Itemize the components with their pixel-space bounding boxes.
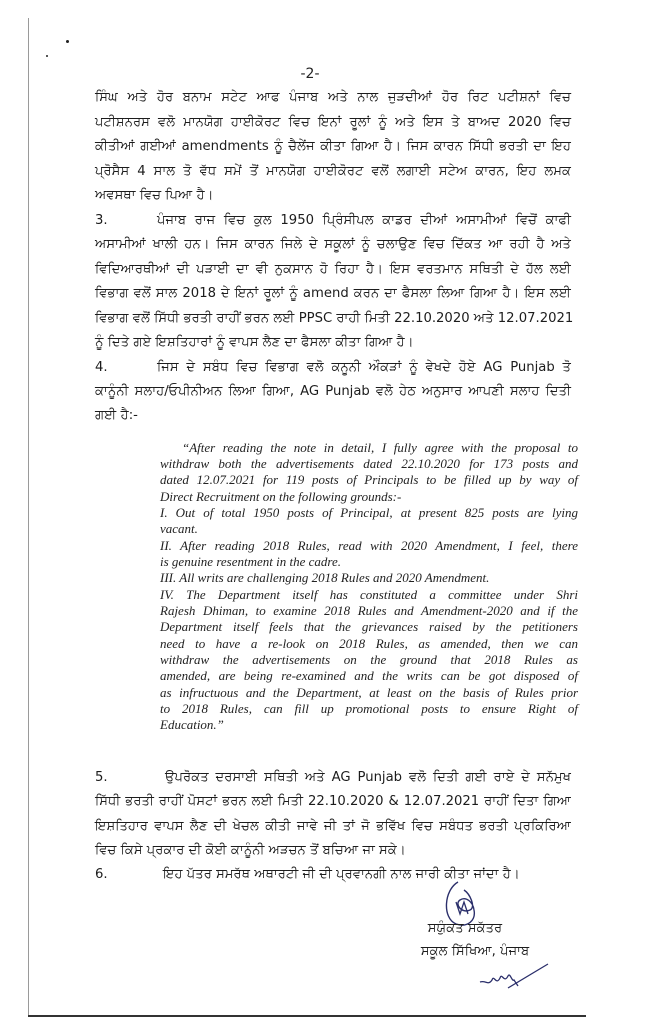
body-line: ਸਿੰਘ ਅਤੇ ਹੋਰ ਬਨਾਮ ਸਟੇਟ ਆਫ ਪੰਜਾਬ ਅਤੇ ਨਾਲ ਜੁੜਦੀਆਂ ਹੋਰ ਰਿਟ ਪਟੀਸ਼ਨਾਂ ਵਿਚ — [95, 90, 571, 105]
quote-line: vacant. — [160, 521, 198, 536]
quote-line: II. After reading 2018 Rules, read with 2020 Amendment, I feel, there — [160, 538, 578, 553]
speck — [46, 55, 48, 57]
body-line: ਅਵਸਥਾ ਵਿਚ ਪਿਆ ਹੈ। — [95, 188, 214, 203]
body-line: ਗਈ ਹੈ:- — [95, 408, 138, 423]
quote-line: withdraw both the advertisements dated 22.10.2020 for 173 posts and — [160, 456, 578, 471]
body-line: ਵਿਚ ਕਿਸੇ ਪ੍ਰਕਾਰ ਦੀ ਕੋਈ ਕਾਨੂੰਨੀ ਅੜਚਨ ਤੋਂ ਬਚਿਆ ਜਾ ਸਕੇ। — [95, 843, 406, 858]
body-line: ਵਿਭਾਗ ਵਲੋਂ ਸਿੱਧੀ ਭਰਤੀ ਰਾਹੀਂ ਭਰਨ ਲਈ PPSC ਰਾਹੀ ਮਿਤੀ 22.10.2020 ਅਤੇ 12.07.2021 — [95, 311, 574, 326]
para4-first-line — [95, 359, 571, 377]
body-line: ਅਸਾਮੀਆਂ ਖਾਲੀ ਹਨ। ਜਿਸ ਕਾਰਨ ਜਿਲੇ ਦੇ ਸਕੂਲਾਂ ਨੂੰ ਚਲਾਉਣ ਵਿਚ ਦਿੱਕਤ ਆ ਰਹੀ ਹੈ ਅਤੇ — [95, 237, 571, 252]
quote-line: to 2018 Rules, can fill up promotional posts to ensure Right of — [160, 701, 578, 716]
page-number: -2- — [300, 66, 320, 82]
initials-mark — [478, 960, 550, 992]
quote-line: is genuine resentment in the cadre. — [160, 554, 341, 569]
page-border-left — [28, 18, 29, 1016]
para5-first-line — [95, 769, 571, 787]
speck — [66, 40, 69, 43]
body-line: ਕੀਤੀਆਂ ਗਈਆਂ amendments ਨੂੰ ਚੈਲੇਂਜ ਕੀਤਾ ਗਿਆ ਹੈ। ਜਿਸ ਕਾਰਨ ਸਿੱਧੀ ਭਰਤੀ ਦਾ ਇਹ — [95, 139, 571, 154]
signatory-department: ਸਕੂਲ ਸਿੱਖਿਆ, ਪੰਜਾਬ — [420, 944, 530, 959]
quote-line: Rajesh Dhiman, to examine 2018 Rules and Amendment-2020 and if the — [160, 603, 578, 618]
body-text: ਇਹ ਪੱਤਰ ਸਮਰੱਥ ਅਥਾਰਟੀ ਜੀ ਦੀ ਪ੍ਰਵਾਨਗੀ ਨਾਲ ਜਾਰੀ ਕੀਤਾ ਜਾਂਦਾ ਹੈ। — [163, 867, 520, 882]
quote-line: I. Out of total 1950 posts of Principal, at present 825 posts are lying — [160, 505, 578, 520]
body-line: ਕਾਨੂੰਨੀ ਸਲਾਹ/ਓਪੀਨੀਅਨ ਲਿਆ ਗਿਆ, AG Punjab ਵਲੋ ਹੇਠ ਅਨੁਸਾਰ ਆਪਣੀ ਸਲਾਹ ਦਿਤੀ — [95, 384, 571, 399]
page-border-bottom — [28, 1015, 586, 1017]
body-line: ਵਿਭਾਗ ਵਲੋਂ ਸਾਲ 2018 ਦੇ ਇਨਾਂ ਰੂਲਾਂ ਨੂੰ amend ਕਰਨ ਦਾ ਫੈਸਲਾ ਲਿਆ ਗਿਆ ਹੈ। ਇਸ ਲਈ — [95, 286, 571, 301]
para-number: 3. — [95, 213, 108, 228]
quote-line: need to have a re-look on 2018 Rules, as amended, then we can — [160, 636, 578, 651]
quote-line: Direct Recruitment on the following grounds:- — [160, 489, 402, 504]
body-line: ਪਟੀਸ਼ਨਰਸ ਵਲੋ ਮਾਨਯੋਗ ਹਾਈਕੋਰਟ ਵਿਚ ਇਨਾਂ ਰੂਲਾਂ ਨੂੰ ਅਤੇ ਇਸ ਤੇ ਬਾਅਦ 2020 ਵਿਚ — [95, 115, 571, 130]
quote-line: as infructuous and the Department, at least on the basis of Rules prior — [160, 685, 578, 700]
body-line: ਇਸ਼ਤਿਹਾਰ ਵਾਪਸ ਲੈਣ ਦੀ ਖੇਚਲ ਕੀਤੀ ਜਾਵੇ ਜੀ ਤਾਂ ਜੋ ਭਵਿੱਖ ਵਿਚ ਸਬੰਧਤ ਭਰਤੀ ਪ੍ਰਕਿਰਿਆ — [95, 819, 571, 834]
signatory-designation: ਸਯੁੰਕਤ ਸਕੱਤਰ — [427, 921, 503, 936]
body-line: ਵਿਦਿਆਰਥੀਆਂ ਦੀ ਪੜਾਈ ਦਾ ਵੀ ਨੁਕਸਾਨ ਹੋ ਰਿਹਾ ਹੈ। ਇਸ ਵਰਤਮਾਨ ਸਥਿਤੀ ਦੇ ਹੱਲ ਲਈ — [95, 262, 571, 277]
quote-line: III. All writs are challenging 2018 Rules and 2020 Amendment. — [160, 570, 490, 585]
quote-line: withdraw the advertisements on the ground that 2018 Rules as — [160, 652, 578, 667]
para-number: 5. — [95, 770, 108, 785]
quote-line: Department itself feels that the grievances raised by the petitioners — [160, 619, 578, 634]
para3-first-line — [95, 212, 571, 230]
body-text: ਉਪਰੋਕਤ ਦਰਸਾਈ ਸਥਿਤੀ ਅਤੇ AG Punjab ਵਲੋ ਦਿਤੀ ਗਈ ਰਾਏ ਦੇ ਸਨੱਮੁਖ — [165, 770, 571, 785]
quote-line: dated 12.07.2021 for 119 posts of Principals to be filled up by way of — [160, 472, 578, 487]
quote-line: Education.” — [160, 717, 224, 732]
quote-line: “After reading the note in detail, I fully agree with the proposal to — [182, 440, 578, 455]
para-number: 4. — [95, 360, 108, 375]
quote-line: amended, are being re-examined and the writs can be got disposed of — [160, 668, 578, 683]
body-line: ਸਿੱਧੀ ਭਰਤੀ ਰਾਹੀਂ ਪੋਸਟਾਂ ਭਰਨ ਲਈ ਮਿਤੀ 22.10.2020 & 12.07.2021 ਰਾਹੀਂ ਦਿਤਾ ਗਿਆ — [95, 794, 571, 809]
body-text: ਜਿਸ ਦੇ ਸਬੰਧ ਵਿਚ ਵਿਭਾਗ ਵਲੋ ਕਨੂਨੀ ਔਕੜਾਂ ਨੂੰ ਵੇਖਦੇ ਹੋਏ AG Punjab ਤੋ — [157, 360, 571, 375]
body-line: ਪ੍ਰੋਸੈਸ 4 ਸਾਲ ਤੋ ਵੱਧ ਸਮੇਂ ਤੋਂ ਮਾਨਯੋਗ ਹਾਈਕੋਰਟ ਵਲੋਂ ਲਗਾਈ ਸਟੇਅ ਕਾਰਨ, ਇਹ ਲਮਕ — [95, 164, 571, 179]
body-text: ਪੰਜਾਬ ਰਾਜ ਵਿਚ ਕੁਲ 1950 ਪ੍ਰਿੰਸੀਪਲ ਕਾਡਰ ਦੀਆਂ ਅਸਾਮੀਆਂ ਵਿਚੋਂ ਕਾਫੀ — [157, 213, 571, 228]
para-number: 6. — [95, 867, 108, 882]
body-line: ਨੂੰ ਦਿਤੇ ਗਏ ਇਸ਼ਤਿਹਾਰਾਂ ਨੂੰ ਵਾਪਸ ਲੈਣ ਦਾ ਫੈਸਲਾ ਕੀਤਾ ਗਿਆ ਹੈ। — [95, 335, 414, 350]
quote-line: IV. The Department itself has constituted a committee under Shri — [160, 587, 578, 602]
